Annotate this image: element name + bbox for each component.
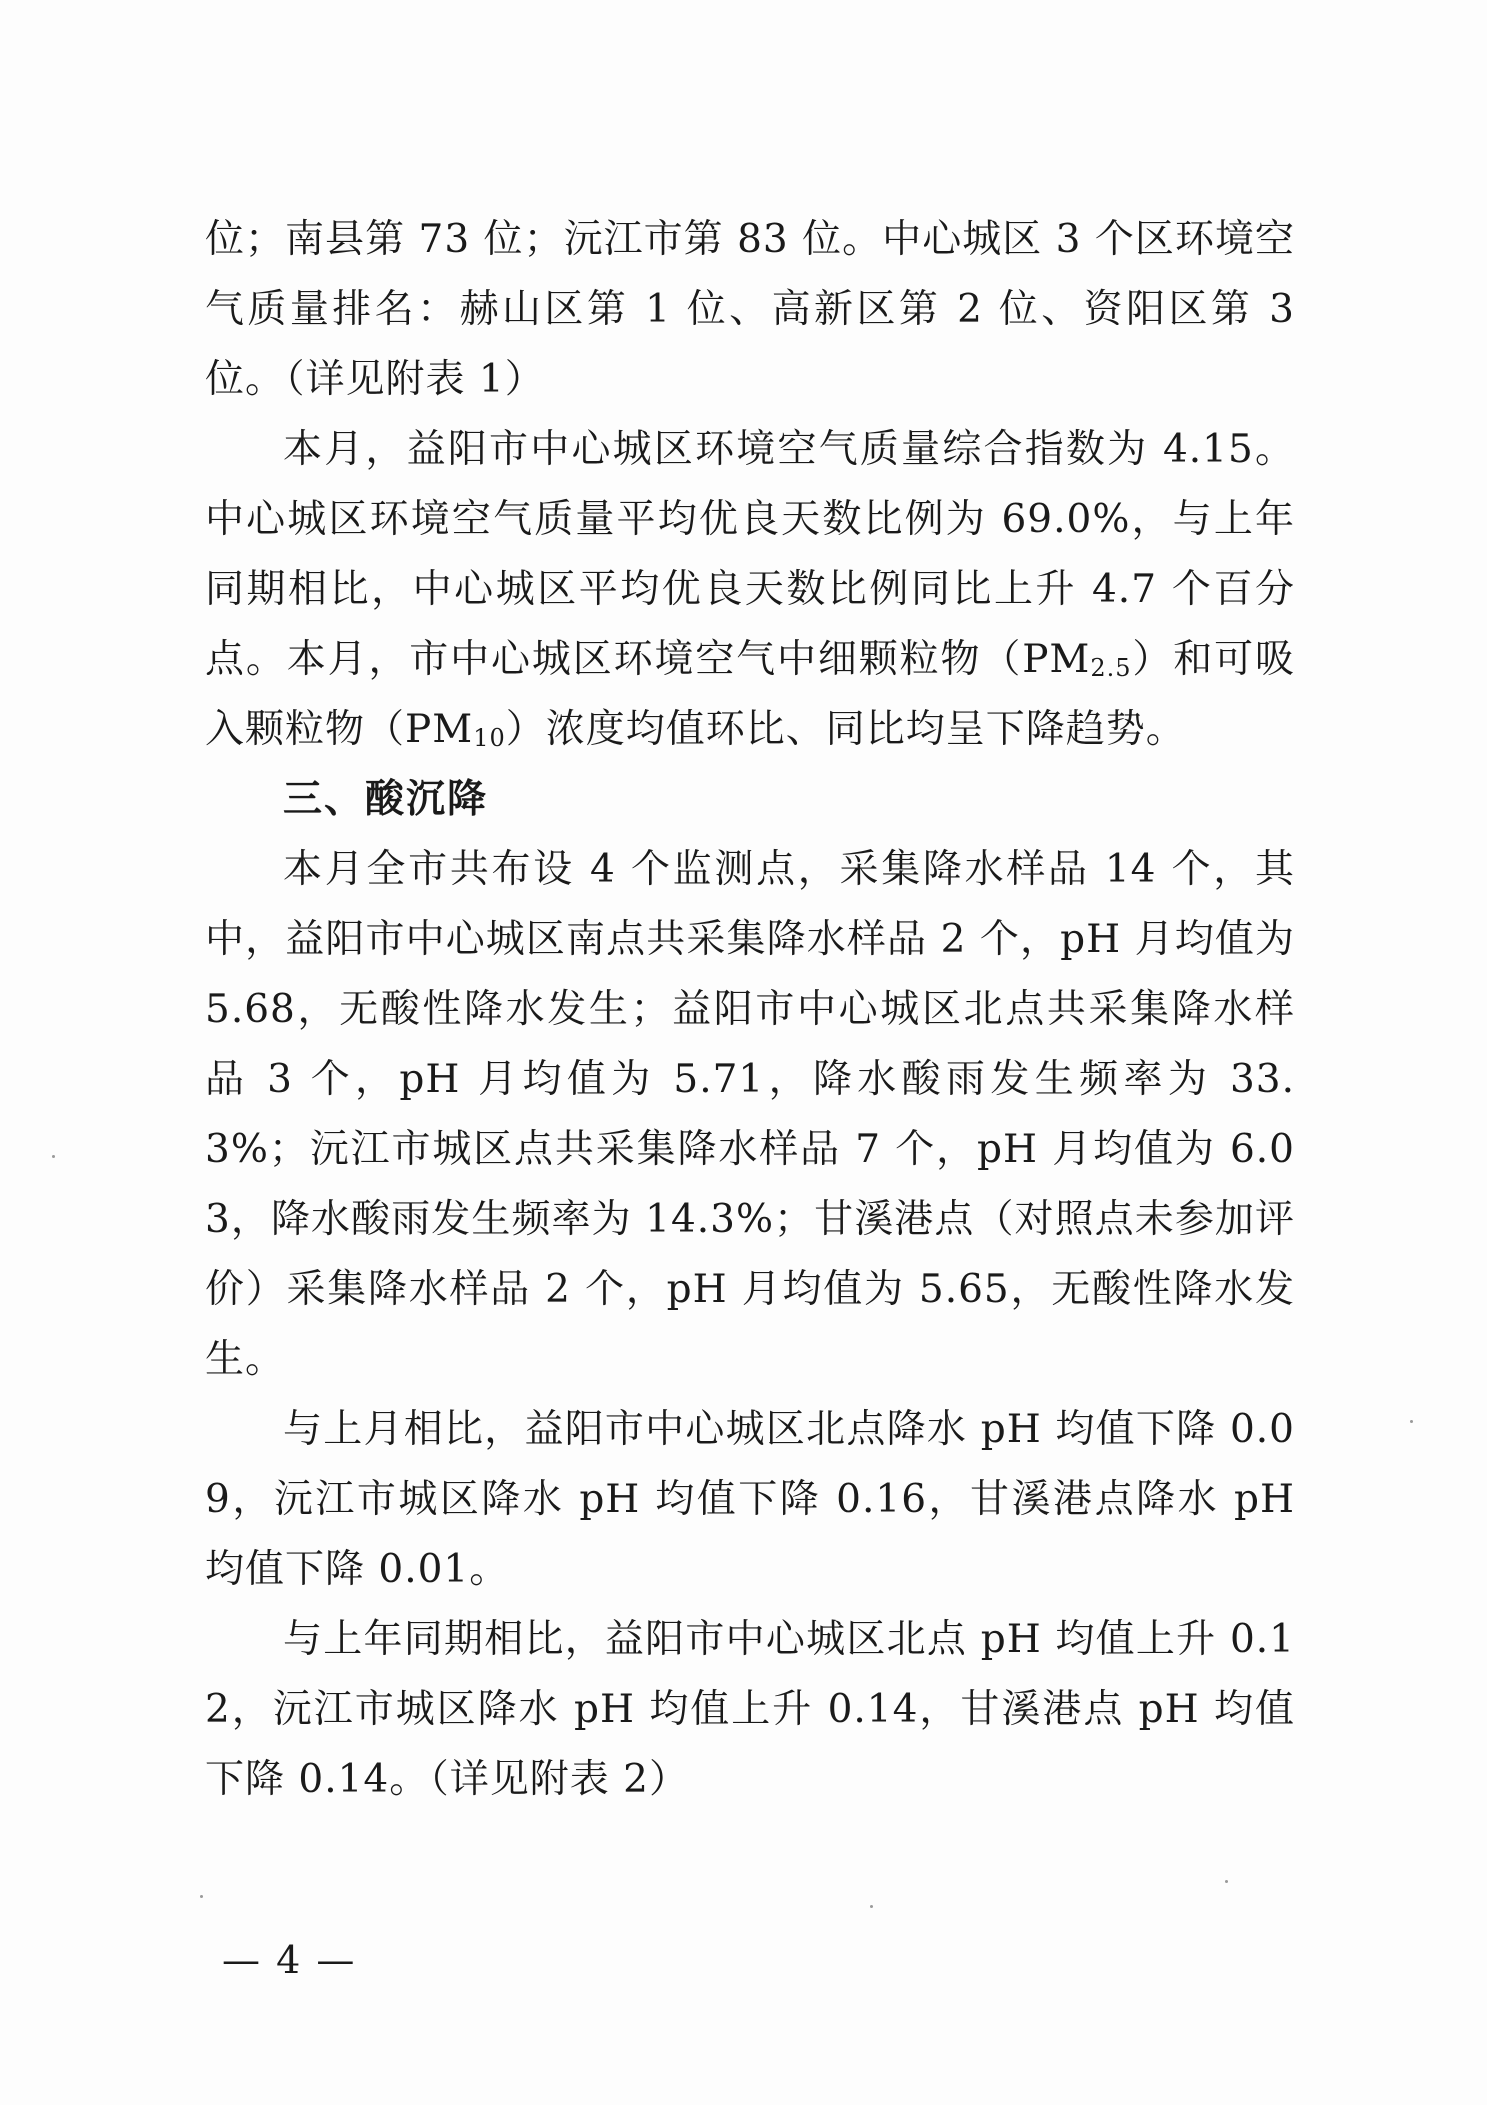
- scan-speck: [1225, 1880, 1228, 1883]
- scan-speck: [52, 1155, 55, 1158]
- paragraph-year-over-year: 与上年同期相比，益阳市中心城区北点 pH 均值上升 0.12，沅江市城区降水 pH 均值上升 0.14，甘溪港点 pH 均值下降 0.14。（详见附表 2）: [205, 1617, 1295, 1802]
- air-quality-text-part-2: ）和可吸入颗粒物（PM: [205, 637, 1295, 752]
- paragraph-air-quality-index: [205, 415, 1295, 765]
- document-body: [205, 205, 1295, 1815]
- air-quality-text-part-1: 本月，益阳市中心城区环境空气质量综合指数为 4.15。中心城区环境空气质量平均优良天数比例为 69.0%，与上年同期相比，中心城区平均优良天数比例同比上升 4.7 个百分点。本月，市中心城区环境空气中细颗粒物（PM: [205, 427, 1295, 682]
- scan-speck: [200, 1895, 203, 1898]
- section-heading-acid-deposition: 三、酸沉降: [283, 777, 489, 822]
- scan-speck: [1410, 1420, 1413, 1423]
- paragraph-monitoring-points: 本月全市共布设 4 个监测点，采集降水样品 14 个，其中，益阳市中心城区南点共采集降水样品 2 个，pH 月均值为 5.68，无酸性降水发生；益阳市中心城区北点共采集降水样品 3 个，pH 月均值为 5.71，降水酸雨发生频率为 33.3%；沅江市城区点共采集降水样品 7 个，pH 月均值为 6.03，降水酸雨发生频率为 14.3%；甘溪港点（对照点未参加评价）采集降水样品 2 个，pH 月均值为 5.65，无酸性降水发生。: [205, 847, 1295, 1382]
- page-number: — 4 —: [222, 1938, 357, 1982]
- air-quality-text-part-3: ）浓度均值环比、同比均呈下降趋势。: [505, 707, 1186, 752]
- paragraph-month-over-month: 与上月相比，益阳市中心城区北点降水 pH 均值下降 0.09，沅江市城区降水 pH 均值下降 0.16，甘溪港点降水 pH 均值下降 0.01。: [205, 1407, 1295, 1592]
- paragraph-ranking-continued: 位；南县第 73 位；沅江市第 83 位。中心城区 3 个区环境空气质量排名：赫山区第 1 位、高新区第 2 位、资阳区第 3 位。（详见附表 1）: [205, 217, 1295, 402]
- pm25-subscript: 2.5: [1090, 654, 1132, 682]
- pm10-subscript: 10: [473, 724, 506, 752]
- scan-speck: [870, 1905, 873, 1908]
